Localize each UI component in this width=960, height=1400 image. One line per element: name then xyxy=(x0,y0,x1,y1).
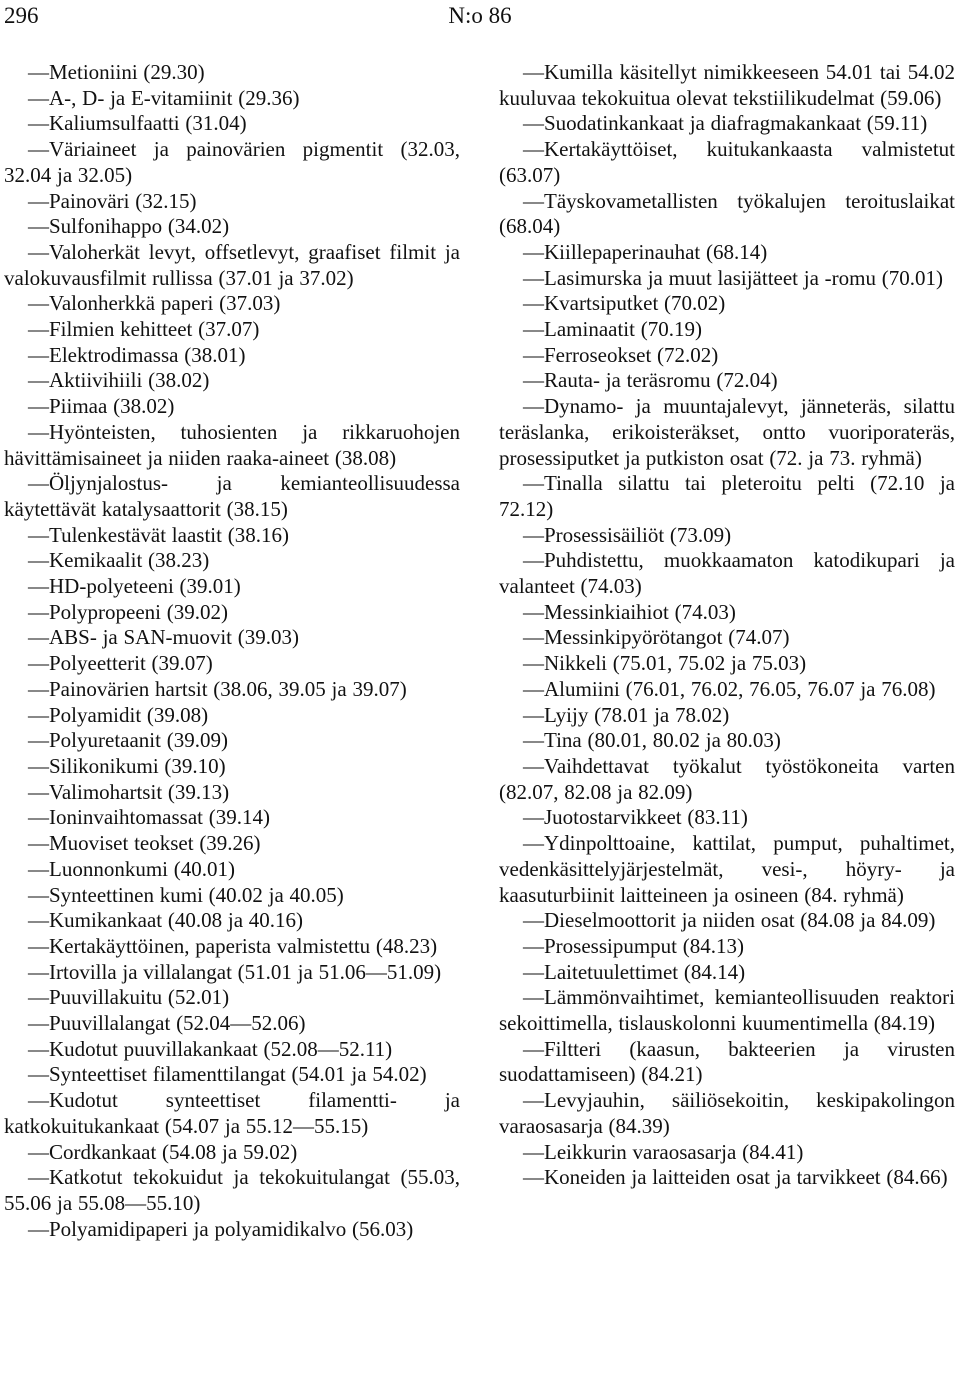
list-item: —Puuvillakuitu (52.01) xyxy=(28,985,230,1010)
list-item: —Väriaineet ja painovärien pigmentit (32.03, 32.04 ja 32.05) xyxy=(4,137,460,187)
list-item: —Kudotut puuvillakankaat (52.08—52.11) xyxy=(28,1036,393,1061)
list-item: —Täyskovametallisten työkalujen teroituslaikat (68.04) xyxy=(499,188,955,239)
list-item: —Prosessisäiliöt (73.09) xyxy=(523,522,732,547)
list-item: —Polyuretaanit (39.09) xyxy=(28,728,228,753)
page-number: 296 xyxy=(4,3,39,28)
list-item: —Ydinpolttoaine, kattilat, pumput, puhaltimet, vedenkäsittelyjärjestelmät, vesi-, höyry- ja kaasuturbiinit laitteineen ja osineen (84. ryhmä) xyxy=(499,831,955,907)
list-item: —Levyjauhin, säiliösekoitin, keskipakolingon varaosasarja (84.39) xyxy=(499,1088,955,1138)
list-item: —Valimohartsit (39.13) xyxy=(28,779,230,804)
list-item: —Painovärien hartsit (38.06, 39.05 ja 39.07) xyxy=(28,676,407,701)
list-item: —Kaliumsulfaatti (31.04) xyxy=(28,111,247,136)
list-item: —Hyönteisten, tuhosienten ja rikkaruohojen hävittämisaineet ja niiden raaka-aineet (38.08) xyxy=(4,419,460,470)
list-item: —Polyamidit (39.08) xyxy=(28,702,209,727)
list-item: —Laitetuulettimet (84.14) xyxy=(523,959,746,984)
list-item: —Metioniini (29.30) xyxy=(28,60,205,84)
list-item: —Prosessipumput (84.13) xyxy=(523,933,744,958)
list-item: —Ioninvaihtomassat (39.14) xyxy=(28,805,270,830)
list-item: —Filmien kehitteet (37.07) xyxy=(28,317,260,342)
list-item: —Polyamidipaperi ja polyamidikalvo (56.03) xyxy=(28,1216,414,1241)
list-item: —Lyijy (78.01 ja 78.02) xyxy=(523,702,730,727)
list-item: —Polypropeeni (39.02) xyxy=(28,599,228,624)
list-item: —Valonherkkä paperi (37.03) xyxy=(28,291,281,316)
list-item: —Dieselmoottorit ja niiden osat (84.08 ja 84.09) xyxy=(523,908,936,933)
list-item: —Kvartsiputket (70.02) xyxy=(523,291,726,316)
list-item: —A-, D- ja E-vitamiinit (29.36) xyxy=(28,85,300,110)
list-item: —HD-polyeteeni (39.01) xyxy=(28,574,241,599)
list-item: —Messinkipyörötangot (74.07) xyxy=(523,625,790,650)
list-item: —Irtovilla ja villalangat (51.01 ja 51.06—51.09) xyxy=(28,959,442,984)
list-item: —Cordkankaat (54.08 ja 59.02) xyxy=(28,1139,298,1164)
list-item: —Kumilla käsitellyt nimikkeeseen 54.01 tai 54.02 kuuluvaa tekokuitua olevat tekstiilikudelmat (59.06) xyxy=(499,60,955,110)
list-item: —Valoherkät levyt, offsetlevyt, graafiset filmit ja valokuvausfilmit rullissa (37.01 ja 37.02) xyxy=(4,239,460,290)
list-item: —Juotostarvikkeet (83.11) xyxy=(523,805,748,830)
list-item: —Synteettinen kumi (40.02 ja 40.05) xyxy=(28,882,344,907)
list-item: —Tinalla silattu tai pleteroitu pelti (72.10 ja 72.12) xyxy=(499,471,955,521)
list-item: —Kumikankaat (40.08 ja 40.16) xyxy=(28,908,304,933)
list-item: —Leikkurin varaosasarja (84.41) xyxy=(523,1139,804,1164)
list-item: —Kudotut synteettiset filamentti- ja katkokuitukankaat (54.07 ja 55.12—55.15) xyxy=(4,1088,460,1138)
list-item: —Kemikaalit (38.23) xyxy=(28,548,210,573)
list-item: —Kiillepaperinauhat (68.14) xyxy=(523,239,768,264)
list-item: —ABS- ja SAN-muovit (39.03) xyxy=(28,625,299,650)
list-item: —Silikonikumi (39.10) xyxy=(28,753,226,778)
list-item: —Vaihdettavat työkalut työstökoneita varten (82.07, 82.08 ja 82.09) xyxy=(499,753,955,804)
list-item: —Muoviset teokset (39.26) xyxy=(28,831,261,856)
list-item: —Tulenkestävät laastit (38.16) xyxy=(28,522,289,547)
list-item: —Katkotut tekokuidut ja tekokuitulangat (55.03, 55.06 ja 55.08—55.10) xyxy=(4,1165,460,1215)
issue-number: N:o 86 xyxy=(448,3,512,28)
list-item: —Puuvillalangat (52.04—52.06) xyxy=(28,1011,306,1036)
list-item: —Öljynjalostus- ja kemianteollisuudessa käytettävät katalysaattorit (38.15) xyxy=(4,471,460,521)
list-item: —Sulfonihappo (34.02) xyxy=(28,214,230,239)
list-item: —Alumiini (76.01, 76.02, 76.05, 76.07 ja 76.08) xyxy=(523,676,936,701)
list-item: —Kertakäyttöinen, paperista valmistettu (48.23) xyxy=(28,933,438,958)
list-item: —Nikkeli (75.01, 75.02 ja 75.03) xyxy=(523,651,807,676)
list-item: —Synteettiset filamenttilangat (54.01 ja 54.02) xyxy=(28,1062,427,1087)
list-item: —Polyeetterit (39.07) xyxy=(28,651,213,676)
list-item: —Filtteri (kaasun, bakteerien ja virusten suodattamiseen) (84.21) xyxy=(499,1036,955,1087)
right-column xyxy=(499,60,955,1191)
list-item: —Aktiivihiili (38.02) xyxy=(28,368,210,393)
list-item: —Elektrodimassa (38.01) xyxy=(28,342,246,367)
list-item: —Piimaa (38.02) xyxy=(28,394,175,419)
list-item: —Painoväri (32.15) xyxy=(28,188,197,213)
left-column xyxy=(4,60,460,1242)
list-item: —Messinkiaihiot (74.03) xyxy=(523,599,736,624)
list-item: —Suodatinkankaat ja diafragmakankaat (59.11) xyxy=(523,111,928,136)
list-item: —Koneiden ja laitteiden osat ja tarvikkeet (84.66) xyxy=(523,1165,948,1190)
list-item: —Laminaatit (70.19) xyxy=(523,317,702,342)
list-item: —Kertakäyttöiset, kuitukankaasta valmistetut (63.07) xyxy=(499,137,955,187)
list-item: —Rauta- ja teräsromu (72.04) xyxy=(523,368,778,393)
list-item: —Tina (80.01, 80.02 ja 80.03) xyxy=(523,728,781,753)
list-item: —Puhdistettu, muokkaamaton katodikupari ja valanteet (74.03) xyxy=(499,548,955,599)
list-item: —Lämmönvaihtimet, kemianteollisuuden reaktori sekoittimella, tislauskolonni kuumentimella (84.19) xyxy=(499,985,955,1036)
list-item: —Lasimurska ja muut lasijätteet ja -romu (70.01) xyxy=(523,265,943,290)
list-item: —Luonnonkumi (40.01) xyxy=(28,856,235,881)
list-item: —Dynamo- ja muuntajalevyt, jänneteräs, silattu teräslanka, erikoisteräkset, ontto vuoriporateräs, prosessiputket ja putkiston osat (72. ja 73. ryhmä) xyxy=(499,394,955,470)
list-item: —Ferroseokset (72.02) xyxy=(523,342,719,367)
